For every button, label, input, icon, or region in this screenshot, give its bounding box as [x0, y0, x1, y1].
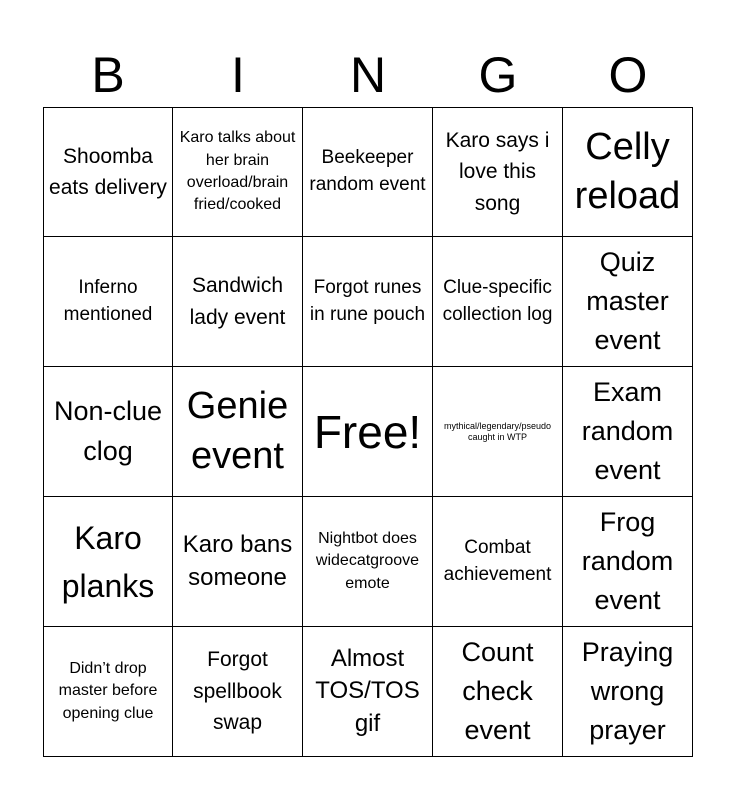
bingo-cell[interactable] — [433, 107, 563, 237]
cell-text: Forgot spellbook swap — [193, 648, 282, 735]
cell-text: Beekeeper random event — [309, 147, 426, 195]
cell-text: Celly reload — [574, 125, 681, 217]
bingo-cell[interactable] — [433, 237, 563, 367]
bingo-cell[interactable] — [43, 627, 173, 757]
bingo-cell[interactable] — [563, 497, 693, 627]
cell-text: Exam random event — [581, 376, 674, 486]
bingo-cell[interactable] — [303, 107, 433, 237]
cell-text: Sandwich lady event — [189, 274, 286, 329]
cell-text: Karo bans someone — [182, 531, 293, 591]
header-letter-i: I — [231, 47, 245, 103]
bingo-cell[interactable] — [173, 367, 303, 497]
bingo-cell[interactable] — [563, 107, 693, 237]
cell-text: Didn’t drop master before opening clue — [58, 659, 158, 722]
bingo-cell[interactable] — [173, 627, 303, 757]
bingo-cell[interactable] — [173, 237, 303, 367]
bingo-cell[interactable] — [433, 497, 563, 627]
cell-text: Forgot runes in rune pouch — [309, 276, 426, 325]
bingo-cell[interactable] — [173, 497, 303, 627]
cell-text: Karo planks — [61, 519, 155, 604]
bingo-cell[interactable] — [43, 237, 173, 367]
bingo-cell[interactable] — [433, 367, 563, 497]
header-letter-n: N — [349, 47, 387, 103]
cell-text: Inferno mentioned — [63, 276, 153, 325]
cell-text: Frog random event — [581, 506, 674, 616]
cell-text: mythical/legendary/pseudo caught in WTP — [443, 421, 552, 442]
cell-text: Quiz master event — [586, 246, 669, 356]
cell-text: Karo talks about her brain overload/brain fried/cooked — [179, 129, 296, 214]
bingo-header — [43, 44, 693, 106]
bingo-cell[interactable] — [303, 497, 433, 627]
cell-text: Clue-specific collection log — [442, 276, 553, 325]
header-letter-b: B — [91, 47, 125, 103]
bingo-cell[interactable] — [303, 237, 433, 367]
bingo-cell[interactable] — [303, 627, 433, 757]
cell-text: Nightbot does widecatgroove emote — [315, 529, 420, 592]
cell-text: Free! — [313, 405, 422, 458]
bingo-cell[interactable] — [563, 367, 693, 497]
bingo-cell[interactable] — [43, 497, 173, 627]
header-letter-g: G — [478, 47, 518, 103]
bingo-cell[interactable] — [43, 367, 173, 497]
bingo-cell[interactable] — [433, 627, 563, 757]
bingo-cell[interactable] — [303, 367, 433, 497]
cell-text: Genie event — [186, 385, 289, 477]
header-letter-o: O — [608, 47, 648, 103]
cell-text: Combat achievement — [443, 536, 552, 585]
cell-text: Praying wrong prayer — [581, 636, 674, 746]
bingo-cell[interactable] — [43, 107, 173, 237]
cell-text: Count check event — [461, 636, 534, 746]
cell-text: Non-clue clog — [53, 396, 163, 466]
bingo-cell[interactable] — [563, 627, 693, 757]
bingo-board — [43, 107, 693, 757]
cell-text: Almost TOS/TOS gif — [315, 644, 420, 737]
bingo-cell[interactable] — [173, 107, 303, 237]
cell-text: Karo says i love this song — [445, 128, 550, 215]
bingo-cell[interactable] — [563, 237, 693, 367]
cell-text: Shoomba eats delivery — [49, 144, 167, 199]
